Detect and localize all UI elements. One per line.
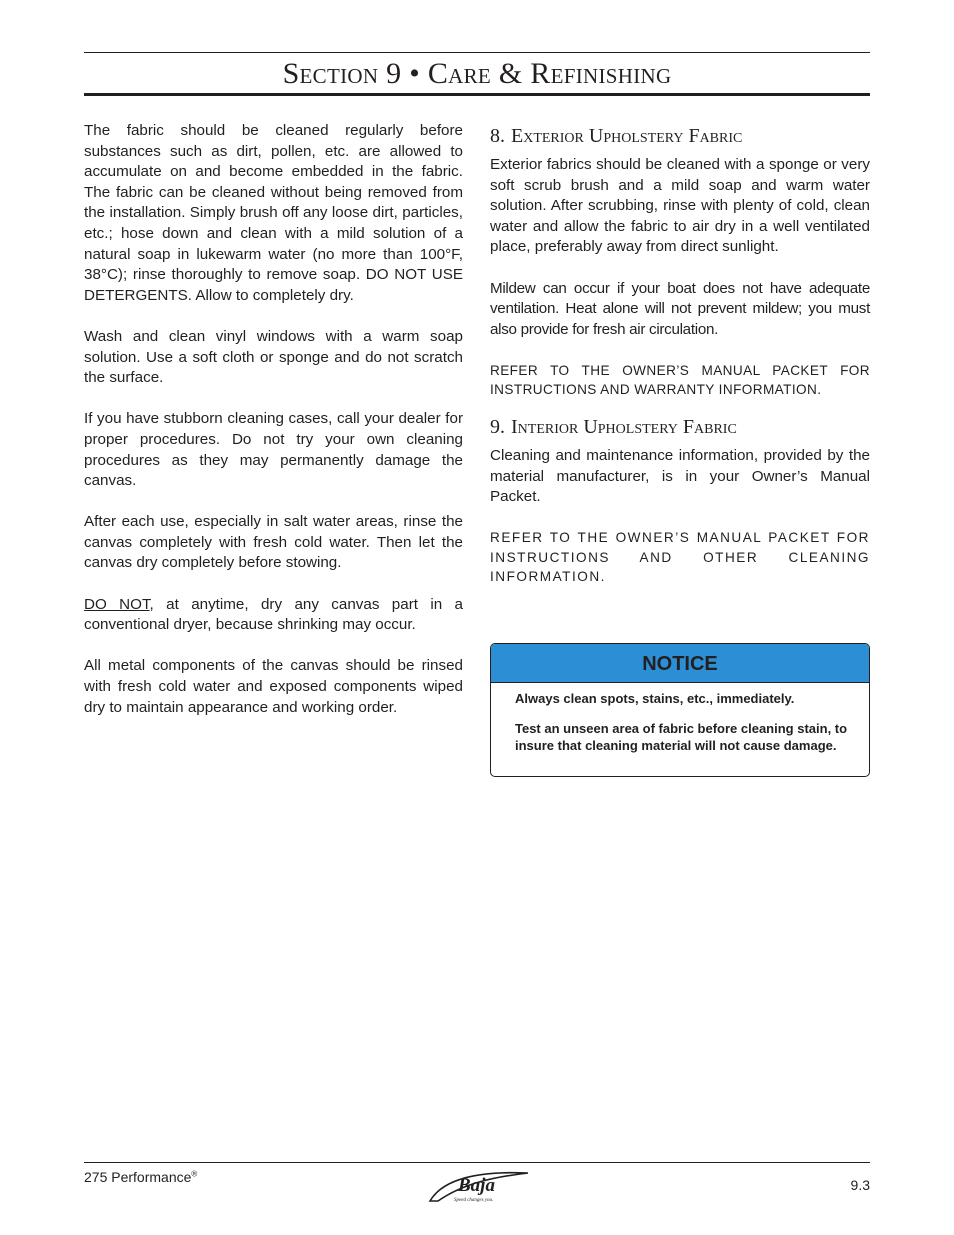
section-9-heading: [490, 414, 870, 440]
paragraph-mildew: Mildew can occur if your boat does not have adequate ventilation. Heat alone will not prevent mildew; you must also provide for fresh air circulation.: [490, 279, 870, 338]
registered-mark: ®: [191, 1169, 198, 1179]
paragraph-dryer-warning: [84, 595, 463, 636]
section-9-title: Interior Upholstery Fabric: [511, 415, 737, 438]
section-8-title: Exterior Upholstery Fabric: [511, 125, 743, 147]
baja-logo: [424, 1167, 534, 1207]
paragraph-interior-cleaning: Cleaning and maintenance information, provided by the material manufacturer, is in your Owner’s Manual Packet.: [490, 446, 870, 506]
section-8-number: 8.: [490, 125, 505, 147]
section-9-number: 9.: [490, 415, 505, 438]
right-column: [490, 121, 870, 607]
paragraph-refer-cleaning: REFER TO THE OWNER’S MANUAL PACKET FOR INSTRUCTIONS AND OTHER CLEANING INFORMATION.: [490, 530, 870, 585]
paragraph-salt-water: After each use, especially in salt water areas, rinse the canvas completely with fresh cold water. Then let the canvas dry completely before stowing.: [84, 513, 463, 572]
paragraph-fabric-cleaning: The fabric should be cleaned regularly before substances such as dirt, pollen, etc. are allowed to accumulate on and become embedded in the fabric. The fabric can be cleaned without being removed from the installation. Simply brush off any loose dirt, particles, etc.; hose down and clean with a mild solution of a natural soap in lukewarm water (no more than 100°F, 38°C); rinse thoroughly to remove soap. DO NOT USE DETERGENTS. Allow to completely dry.: [84, 122, 463, 304]
paragraph-stubborn-cases: If you have stubborn cleaning cases, call your dealer for proper procedures. Do not try your own cleaning procedures as they may permanently damage the canvas.: [84, 410, 463, 490]
notice-header: NOTICE: [491, 644, 869, 683]
paragraph-metal-components: All metal components of the canvas should be rinsed with fresh cold water and exposed components wiped dry to maintain appearance and working order.: [84, 657, 463, 716]
left-column: [84, 121, 463, 739]
notice-item-clean-spots: Always clean spots, stains, etc., immediately.: [515, 691, 795, 706]
footer-model: [84, 1169, 197, 1185]
section-8-heading: [490, 123, 870, 149]
logo-tagline: Speed changes you.: [454, 1198, 494, 1203]
page-number: 9.3: [850, 1177, 870, 1193]
footer-rule: [84, 1162, 870, 1163]
page-title: Section 9 • Care & Refinishing: [282, 57, 672, 90]
notice-item-test-area: Test an unseen area of fabric before cleaning stain, to insure that cleaning material will not cause damage.: [515, 721, 848, 753]
header-rule-bottom: [84, 93, 870, 96]
dryer-warning-text: , at anytime, dry any canvas part in a conventional dryer, because shrinking may occur.: [84, 595, 464, 634]
do-not-emphasis: DO NOT: [84, 595, 150, 613]
footer-model-name: 275 Performance: [84, 1169, 192, 1185]
paragraph-refer-warranty: REFER TO THE OWNER’S MANUAL PACKET FOR INSTRUCTIONS AND WARRANTY INFORMATION.: [490, 362, 870, 398]
paragraph-exterior-cleaning: Exterior fabrics should be cleaned with a sponge or very soft scrub brush and a mild soap and warm water solution. After scrubbing, rinse with plenty of cold, clean water and allow the fabric to air dry in a well ventilated place, preferably away from direct sunlight.: [490, 156, 870, 256]
logo-wordmark: Baja: [458, 1175, 495, 1196]
paragraph-vinyl-windows: Wash and clean vinyl windows with a warm soap solution. Use a soft cloth or sponge and do not scratch the surface.: [84, 327, 463, 387]
notice-box: [490, 643, 870, 777]
notice-body: [491, 683, 869, 754]
